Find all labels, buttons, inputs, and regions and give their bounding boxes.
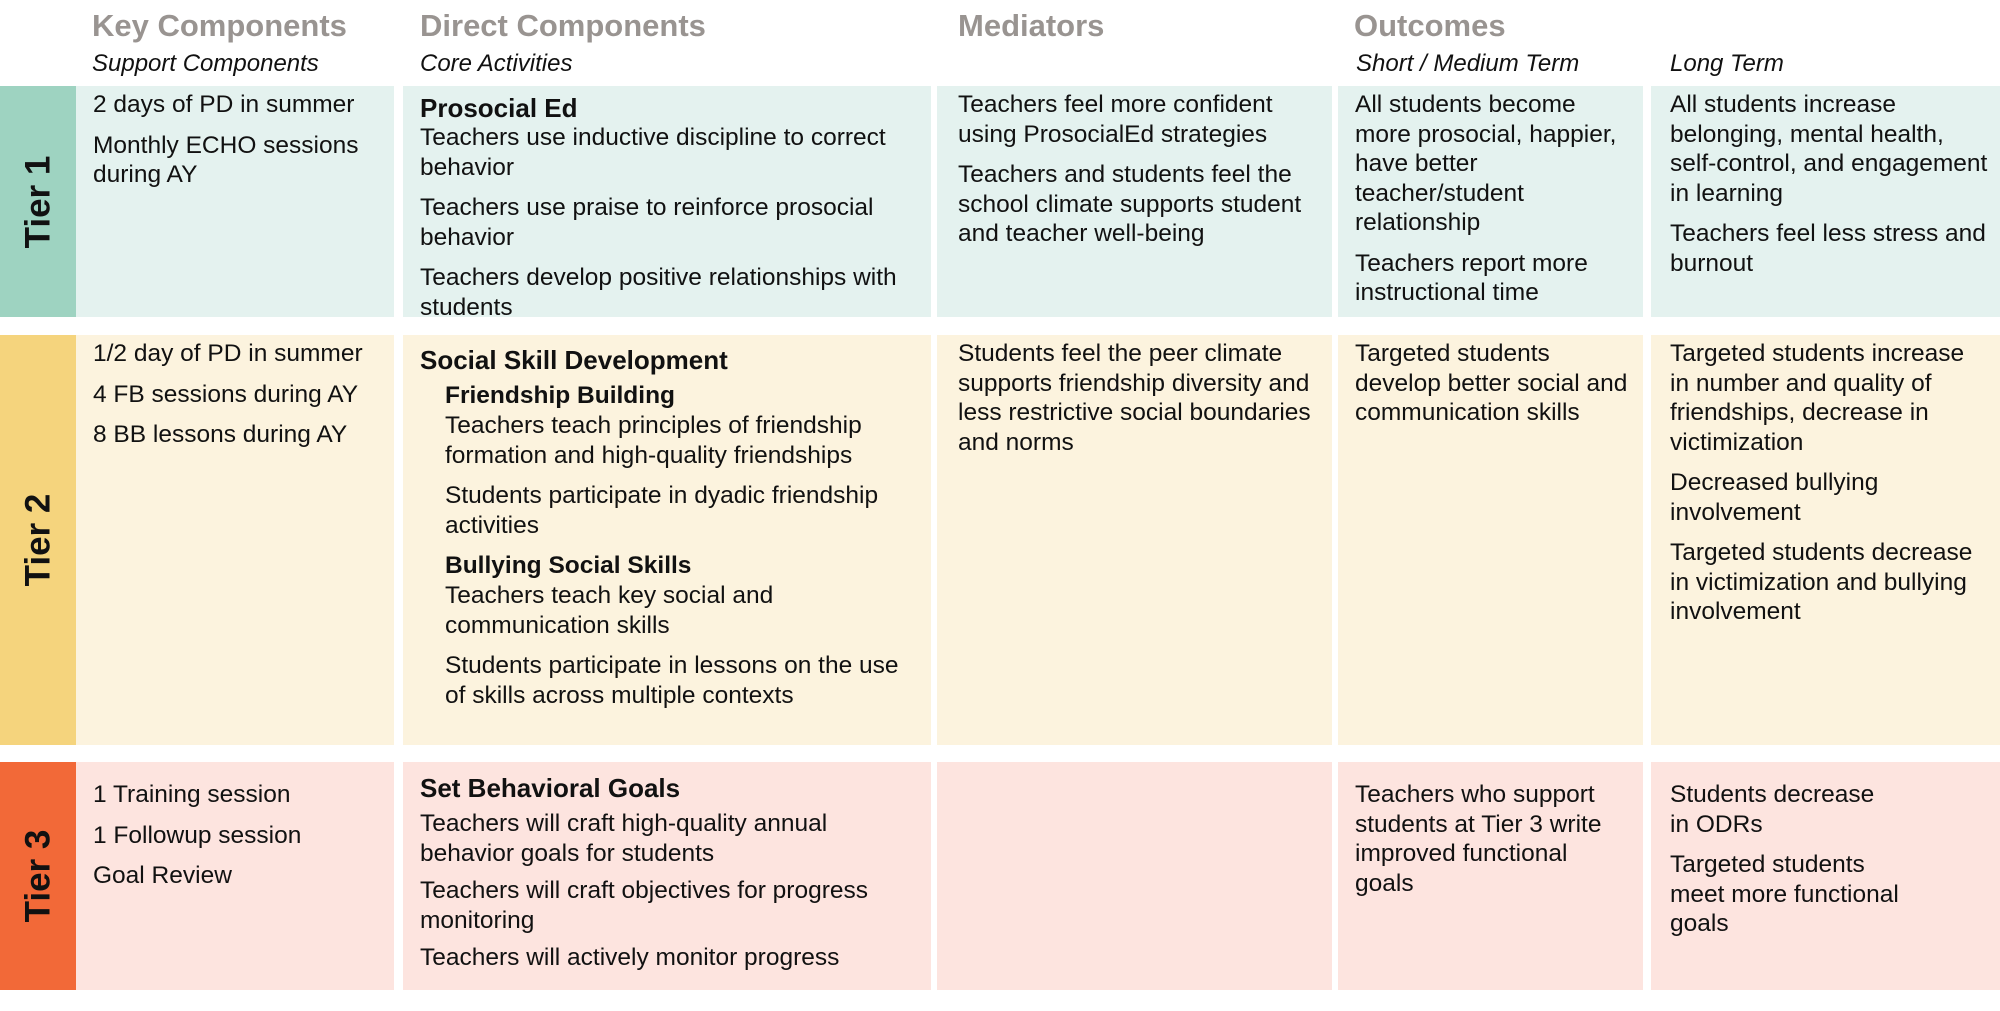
core-group-title: Prosocial Ed — [420, 93, 578, 123]
tier-1-support-cell — [76, 86, 394, 317]
tier-2-mediators-cell — [937, 335, 1332, 745]
tier-3-core-cell — [403, 762, 931, 990]
tier-1-mediators-cell — [937, 86, 1332, 317]
tier-2-label — [0, 335, 76, 745]
core-item: Teachers use praise to reinforce prosocial behavior — [420, 194, 874, 251]
tier-3-label-text: Tier 3 — [18, 829, 57, 923]
tier-3-label — [0, 762, 76, 990]
mediator-item: Teachers and students feel the school climate supports student and teacher well-being — [958, 161, 1302, 247]
tier-3-support-cell — [76, 762, 394, 990]
friendship-building-group — [420, 381, 919, 710]
outcomes-header: Outcomes — [1354, 8, 1506, 43]
tier-2-support-cell — [76, 335, 394, 745]
long-term-item: Targeted students increase in number and quality of friendships, decrease in victimization — [1670, 340, 1965, 456]
core-item: Teachers use inductive discipline to correct behavior — [420, 124, 886, 181]
tier-1-core-cell — [403, 86, 931, 321]
long-term-item: Decreased bullying involvement — [1670, 469, 1879, 526]
support-item: 4 FB sessions during AY — [93, 380, 359, 408]
tier-3-long-term-cell — [1651, 762, 2000, 990]
short-medium-item: All students become more prosocial, happier, have better teacher/student relationship — [1355, 91, 1617, 236]
core-group-title: Social Skill Development — [420, 345, 728, 375]
tier-1-label — [0, 86, 76, 317]
support-item: 8 BB lessons during AY — [93, 421, 348, 448]
long-term-item: Targeted students meet more functional goals — [1670, 851, 1899, 937]
core-subgroup-title: Friendship Building — [445, 382, 676, 409]
tier-3-short-medium-cell — [1338, 762, 1643, 990]
core-item: Teachers will craft high-quality annual behavior goals for students — [420, 810, 828, 867]
support-item: 1/2 day of PD in summer — [93, 340, 363, 367]
tier-1-short-medium-cell — [1338, 86, 1643, 317]
long-term-item: Students decrease in ODRs — [1670, 781, 1875, 838]
core-item: Students participate in dyadic friendship activities — [445, 482, 879, 539]
core-item: Teachers develop positive relationships with students — [420, 264, 897, 321]
mediator-item: Students feel the peer climate supports friendship diversity and less restrictive social boundaries and norms — [958, 340, 1311, 456]
core-item: Teachers teach principles of friendship formation and high-quality friendships — [445, 412, 862, 469]
core-item: Teachers will craft objectives for progress monitoring — [420, 877, 868, 934]
core-activities-subheader: Core Activities — [420, 50, 573, 77]
key-components-header: Key Components — [92, 8, 347, 43]
long-term-item: Targeted students decrease in victimization and bullying involvement — [1670, 539, 1973, 625]
tier-2-long-term-cell — [1651, 335, 2000, 745]
support-item: 1 Training session — [93, 781, 291, 808]
tier-1-long-term-cell — [1651, 86, 2000, 317]
core-item: Students participate in lessons on the use of skills across multiple contexts — [445, 652, 899, 709]
core-item: Teachers teach key social and communication skills — [445, 582, 774, 639]
core-item: Teachers will actively monitor progress — [420, 944, 840, 971]
short-medium-term-subheader: Short / Medium Term — [1356, 50, 1580, 77]
support-item: Monthly ECHO sessions during AY — [93, 131, 359, 188]
tier-3-mediators-cell — [937, 762, 1332, 990]
direct-components-header: Direct Components — [420, 8, 706, 43]
support-components-subheader: Support Components — [92, 50, 319, 77]
support-item: Goal Review — [93, 862, 232, 889]
support-item: 1 Followup session — [93, 821, 302, 849]
core-subgroup-title: Bullying Social Skills — [445, 552, 692, 579]
tier-2-short-medium-cell — [1338, 335, 1643, 745]
tier-2-label-text: Tier 2 — [18, 493, 57, 587]
long-term-item: All students increase belonging, mental health, self-control, and engagement in learning — [1670, 91, 1988, 207]
tier-1-label-text: Tier 1 — [18, 155, 57, 248]
tier-2-core-cell — [403, 335, 931, 745]
long-term-item: Teachers feel less stress and burnout — [1670, 220, 1986, 277]
short-medium-item: Teachers who support students at Tier 3 write improved functional goals — [1355, 781, 1602, 897]
short-medium-item: Teachers report more instructional time — [1355, 249, 1588, 306]
mediators-header: Mediators — [958, 8, 1105, 43]
short-medium-item: Targeted students develop better social and communication skills — [1355, 340, 1628, 426]
support-item: 2 days of PD in summer — [93, 91, 355, 118]
mediator-item: Teachers feel more confident using ProsocialEd strategies — [958, 91, 1273, 148]
core-group-title: Set Behavioral Goals — [420, 773, 681, 803]
long-term-subheader: Long Term — [1670, 50, 1784, 77]
